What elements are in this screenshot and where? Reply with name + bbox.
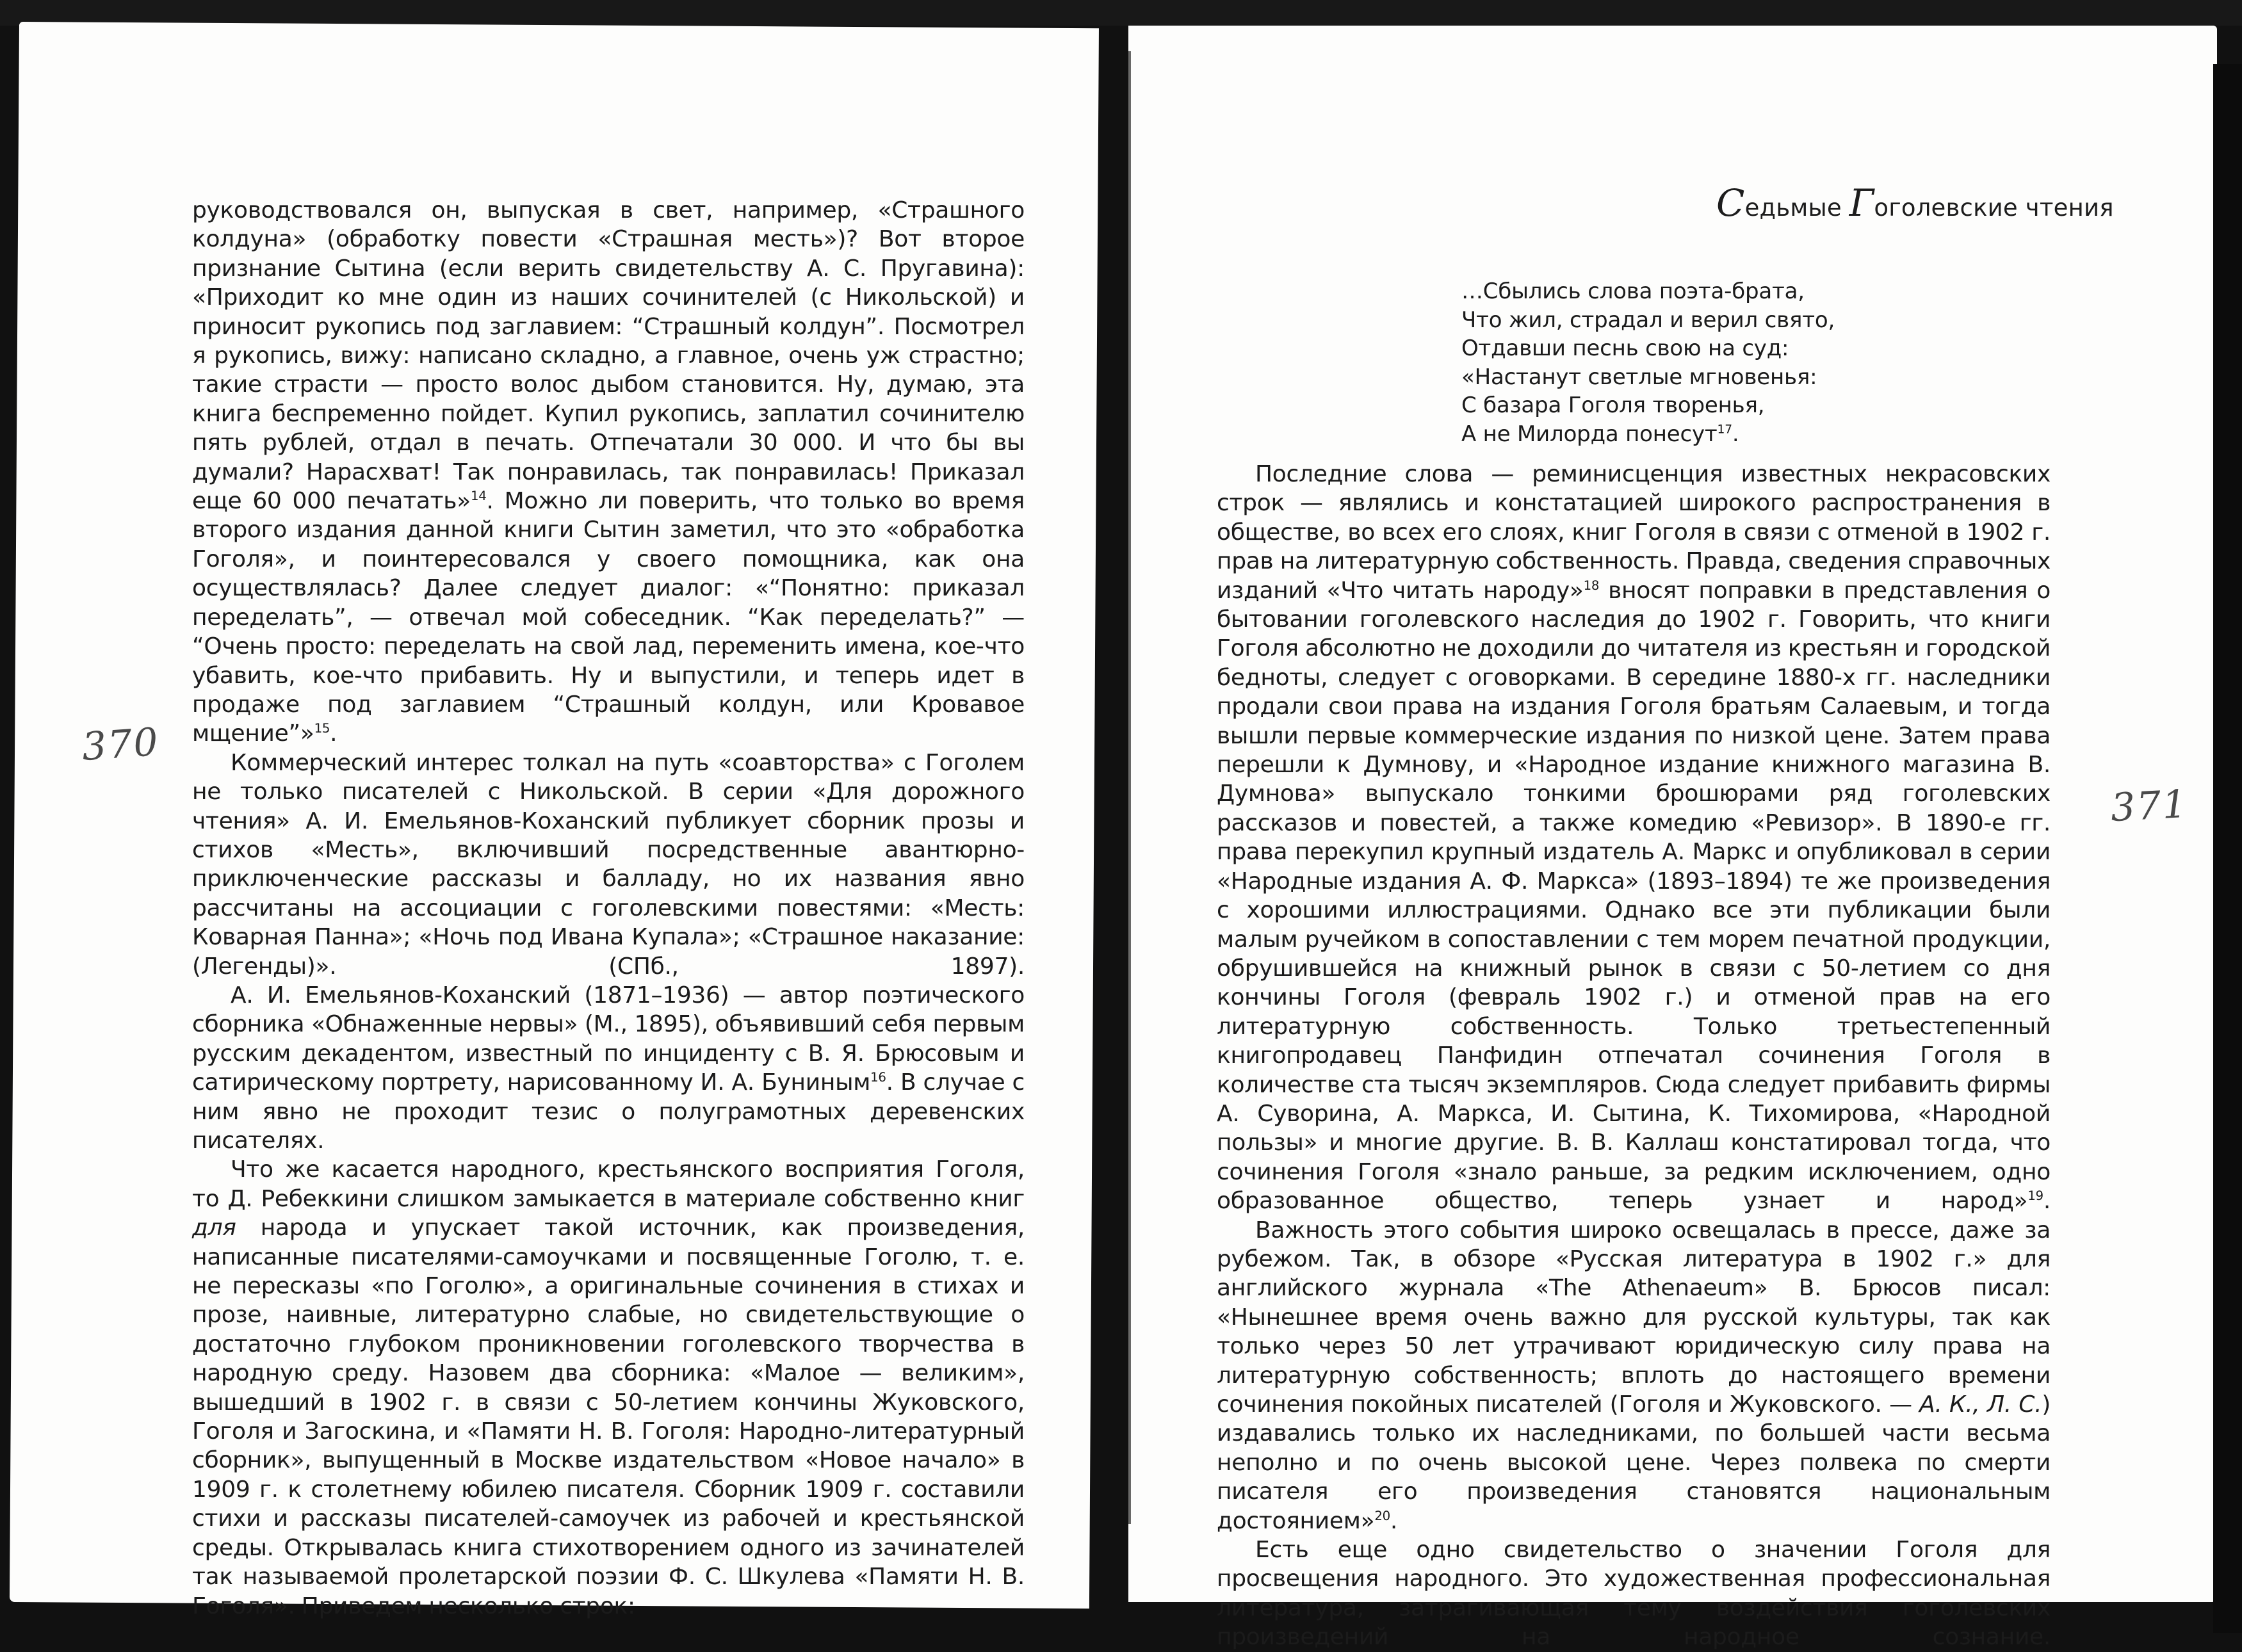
- poem-line: …Сбылись слова поэта-брата,: [1461, 279, 1805, 304]
- page-number-left: 370: [80, 719, 161, 770]
- footnote-ref: 20: [1374, 1508, 1390, 1523]
- footnote-ref: 18: [1583, 578, 1600, 593]
- paragraph: Последние слова — реминисценция известных некрасовских строк — являлись и констатацией широкого распространения в обществе, во всех его слоях, книг Гоголя в связи с отменой в 1902 г. прав на литературную собственность. Правда, сведения справочных изданий «Что читать народу»$^{18}$ вносят поправки в представления о бытовании гоголевского наследия до 1902 г. Говорить, что книги Гоголя абсолютно не доходили до читателя из крестьян и городской бедноты, следует с оговорками. В середине 1880-х гг. наследники продали свои права на издания Гоголя братьям Салаевым, и тогда вышли первые коммерческие издания по низкой цене. Затем права перешли к Думнову, и «Народное издание книжного магазина В. Думнова» выпускало тонкими брошюрами ряд гоголевских рассказов и повестей, а также комедию «Ревизор». В 1890-е гг. права перекупил крупный издатель А. Маркс и опубликовал в серии «Народные издания А. Ф. Маркса» (1893–1894) те же произведения с хорошими иллюстрациями. Однако все эти публикации были малым ручейком в сопоставлении с тем морем печатной продукции, обрушившейся на книжный рынок в связи с 50-летием со дня кончины Гоголя (февраль 1902 г.) и отменой прав на его литературную собственность. Только третьестепенный книгопродавец Панфидин отпечатал сочинения Гоголя в количестве ста тысяч экземпляров. Сюда следует прибавить фирмы А. Суворина, А. Маркса, И. Сытина, К. Тихомирова, «Народной пользы» и многие другие. В. В. Каллаш констатировал тогда, что сочинения Гоголя «знало раньше, за редким исключением, одно образованное общество, теперь узнает и народ»$^{19}$.: [1217, 461, 2051, 1215]
- paragraph: Что же касается народного, крестьянского восприятия Гоголя, то Д. Ребеккини слишком замыкается в материале собственно книг для народа и упускает такой источник, как произведения, написанные писателями-самоучками и посвященные Гоголю, т. е. не пересказы «по Гоголю», а оригинальные сочинения в стихах и прозе, наивные, литературно слабые, но свидетельствующие о достаточно глубоком проникновении гоголевского творчества в народную среду. Назовем два сборника: «Малое — великим», вышедший в 1902 г. в связи с 50-летием кончины Жуковского, Гоголя и Загоскина, и «Памяти Н. В. Гоголя: Народно-литературный сборник», выпущенный в Москве издательством «Новое начало» в 1909 г. к столетнему юбилею писателя. Сборник 1909 г. составили стихи и рассказы писателей-самоучек из рабочей и крестьянской среды. Открывалась книга стихотворением одного из зачинателей так называемой пролетарской поэзии Ф. С. Шкулева «Памяти Н. В. Гоголя». Приведем несколько строк:: [192, 1156, 1025, 1619]
- poem-line: «Настанут светлые мгновенья:: [1461, 364, 1817, 390]
- paragraph: Важность этого события широко освещалась в прессе, даже за рубежом. Так, в обзоре «Русская литература в 1902 г.» для английского журнала «The Athenaeum» В. Брюсов писал: «Нынешнее время очень важно для русской культуры, так как только через 50 лет утрачивают юридическую силу права на литературную собственность; вплоть до настоящего времени сочинения покойных писателей (Гоголя и Жуковского. — А. К., Л. С.) издавались только их наследниками, по большей части весьма неполно и по очень высокой цене. Через полвека по смерти писателя его произведения становятся национальным достоянием»$^{20}$.: [1217, 1217, 2051, 1534]
- running-head: Седьмые Гоголевские чтения: [1716, 181, 2114, 225]
- paragraph: Есть еще одно свидетельство о значении Гоголя для просвещения народного. Это художественная профессиональная литература, затрагивающая тему воздействия гоголевских произведений на народное сознание.: [1217, 1537, 2051, 1651]
- emphasis: А. К., Л. С.: [1919, 1391, 2042, 1418]
- poem-line: Отдавши песнь свою на суд:: [1461, 336, 1789, 362]
- footnote-ref: 16: [870, 1070, 886, 1085]
- gutter-shadow: [1128, 51, 1131, 1524]
- page-number-right: 371: [2109, 781, 2189, 831]
- footnote-ref: 14: [470, 489, 487, 504]
- right-page-text: [1217, 460, 2051, 1652]
- scan-border: [2213, 64, 2242, 1633]
- footnote-ref: 19: [2027, 1188, 2043, 1204]
- poem-line: Что жил, страдал и верил свято,: [1461, 307, 1835, 333]
- footnote-ref: 17: [1717, 423, 1732, 437]
- poem-quote: [1461, 277, 1910, 449]
- paragraph: А. И. Емельянов-Коханский (1871–1936) — автор поэтического сборника «Обнаженные нервы» (М., 1895), объявивший себя первым русским декадентом, известный по инциденту с В. Я. Брюсовым и сатирическому портрету, нарисованному И. А. Буниным$^{16}$. В случае с ним явно не проходит тезис о полуграмотных деревенских писателях.: [192, 982, 1025, 1154]
- poem-line: А не Милорда понесут$^{17}$.: [1461, 421, 1739, 447]
- footnote-ref: 15: [314, 721, 330, 736]
- scan-border: [0, 0, 2242, 26]
- paragraph: Коммерческий интерес толкал на путь «соавторства» с Гоголем не только писателей с Никольской. В серии «Для дорожного чтения» А. И. Емельянов-Коханский публикует сборник прозы и стихов «Месть», включивший посредственные авантюрно-приключенческие рассказы и балладу, но их названия явно рассчитаны на ассоциации с гоголевскими повестями: «Месть: Коварная Панна»; «Ночь под Ивана Купала»; «Страшное наказание: (Легенды)». (СПб., 1897).: [192, 749, 1025, 980]
- poem-line: С базара Гоголя творенья,: [1461, 393, 1765, 419]
- emphasis: для: [192, 1215, 236, 1242]
- paragraph: руководствовался он, выпуская в свет, например, «Страшного колдуна» (обработку повести «Страшная месть»)? Вот второе признание Сытина (если верить свидетельству А. С. Пругавина): «Приходит ко мне один из наших сочинителей (с Никольской) и приносит рукопись под заглавием: “Страшный колдун”. Посмотрел я рукопись, вижу: написано складно, а главное, очень уж страстно; такие страсти — просто волос дыбом становится. Ну, думаю, эта книга беспременно пойдет. Купил рукопись, заплатил сочинителю пять рублей, отдал в печать. Отпечатали 30 000. И что бы вы думали? Нарасхват! Так понравилась, так понравилась! Приказал еще 60 000 печатать»$^{14}$. Можно ли поверить, что только во время второго издания данной книги Сытин заметил, что это «обработка Гоголя», и поинтересовался у своего помощника, как она осуществлялась? Далее следует диалог: «“Понятно: приказал переделать”, — отвечал мой собеседник. “Как переделать?” — “Очень просто: переделать на свой лад, переменить имена, кое-что убавить, кое-что прибавить. Ну и выпустили, и теперь идет в продаже под заглавием “Страшный колдун, или Кровавое мщение”»$^{15}$.: [192, 197, 1025, 747]
- left-page-text: [192, 196, 1025, 1621]
